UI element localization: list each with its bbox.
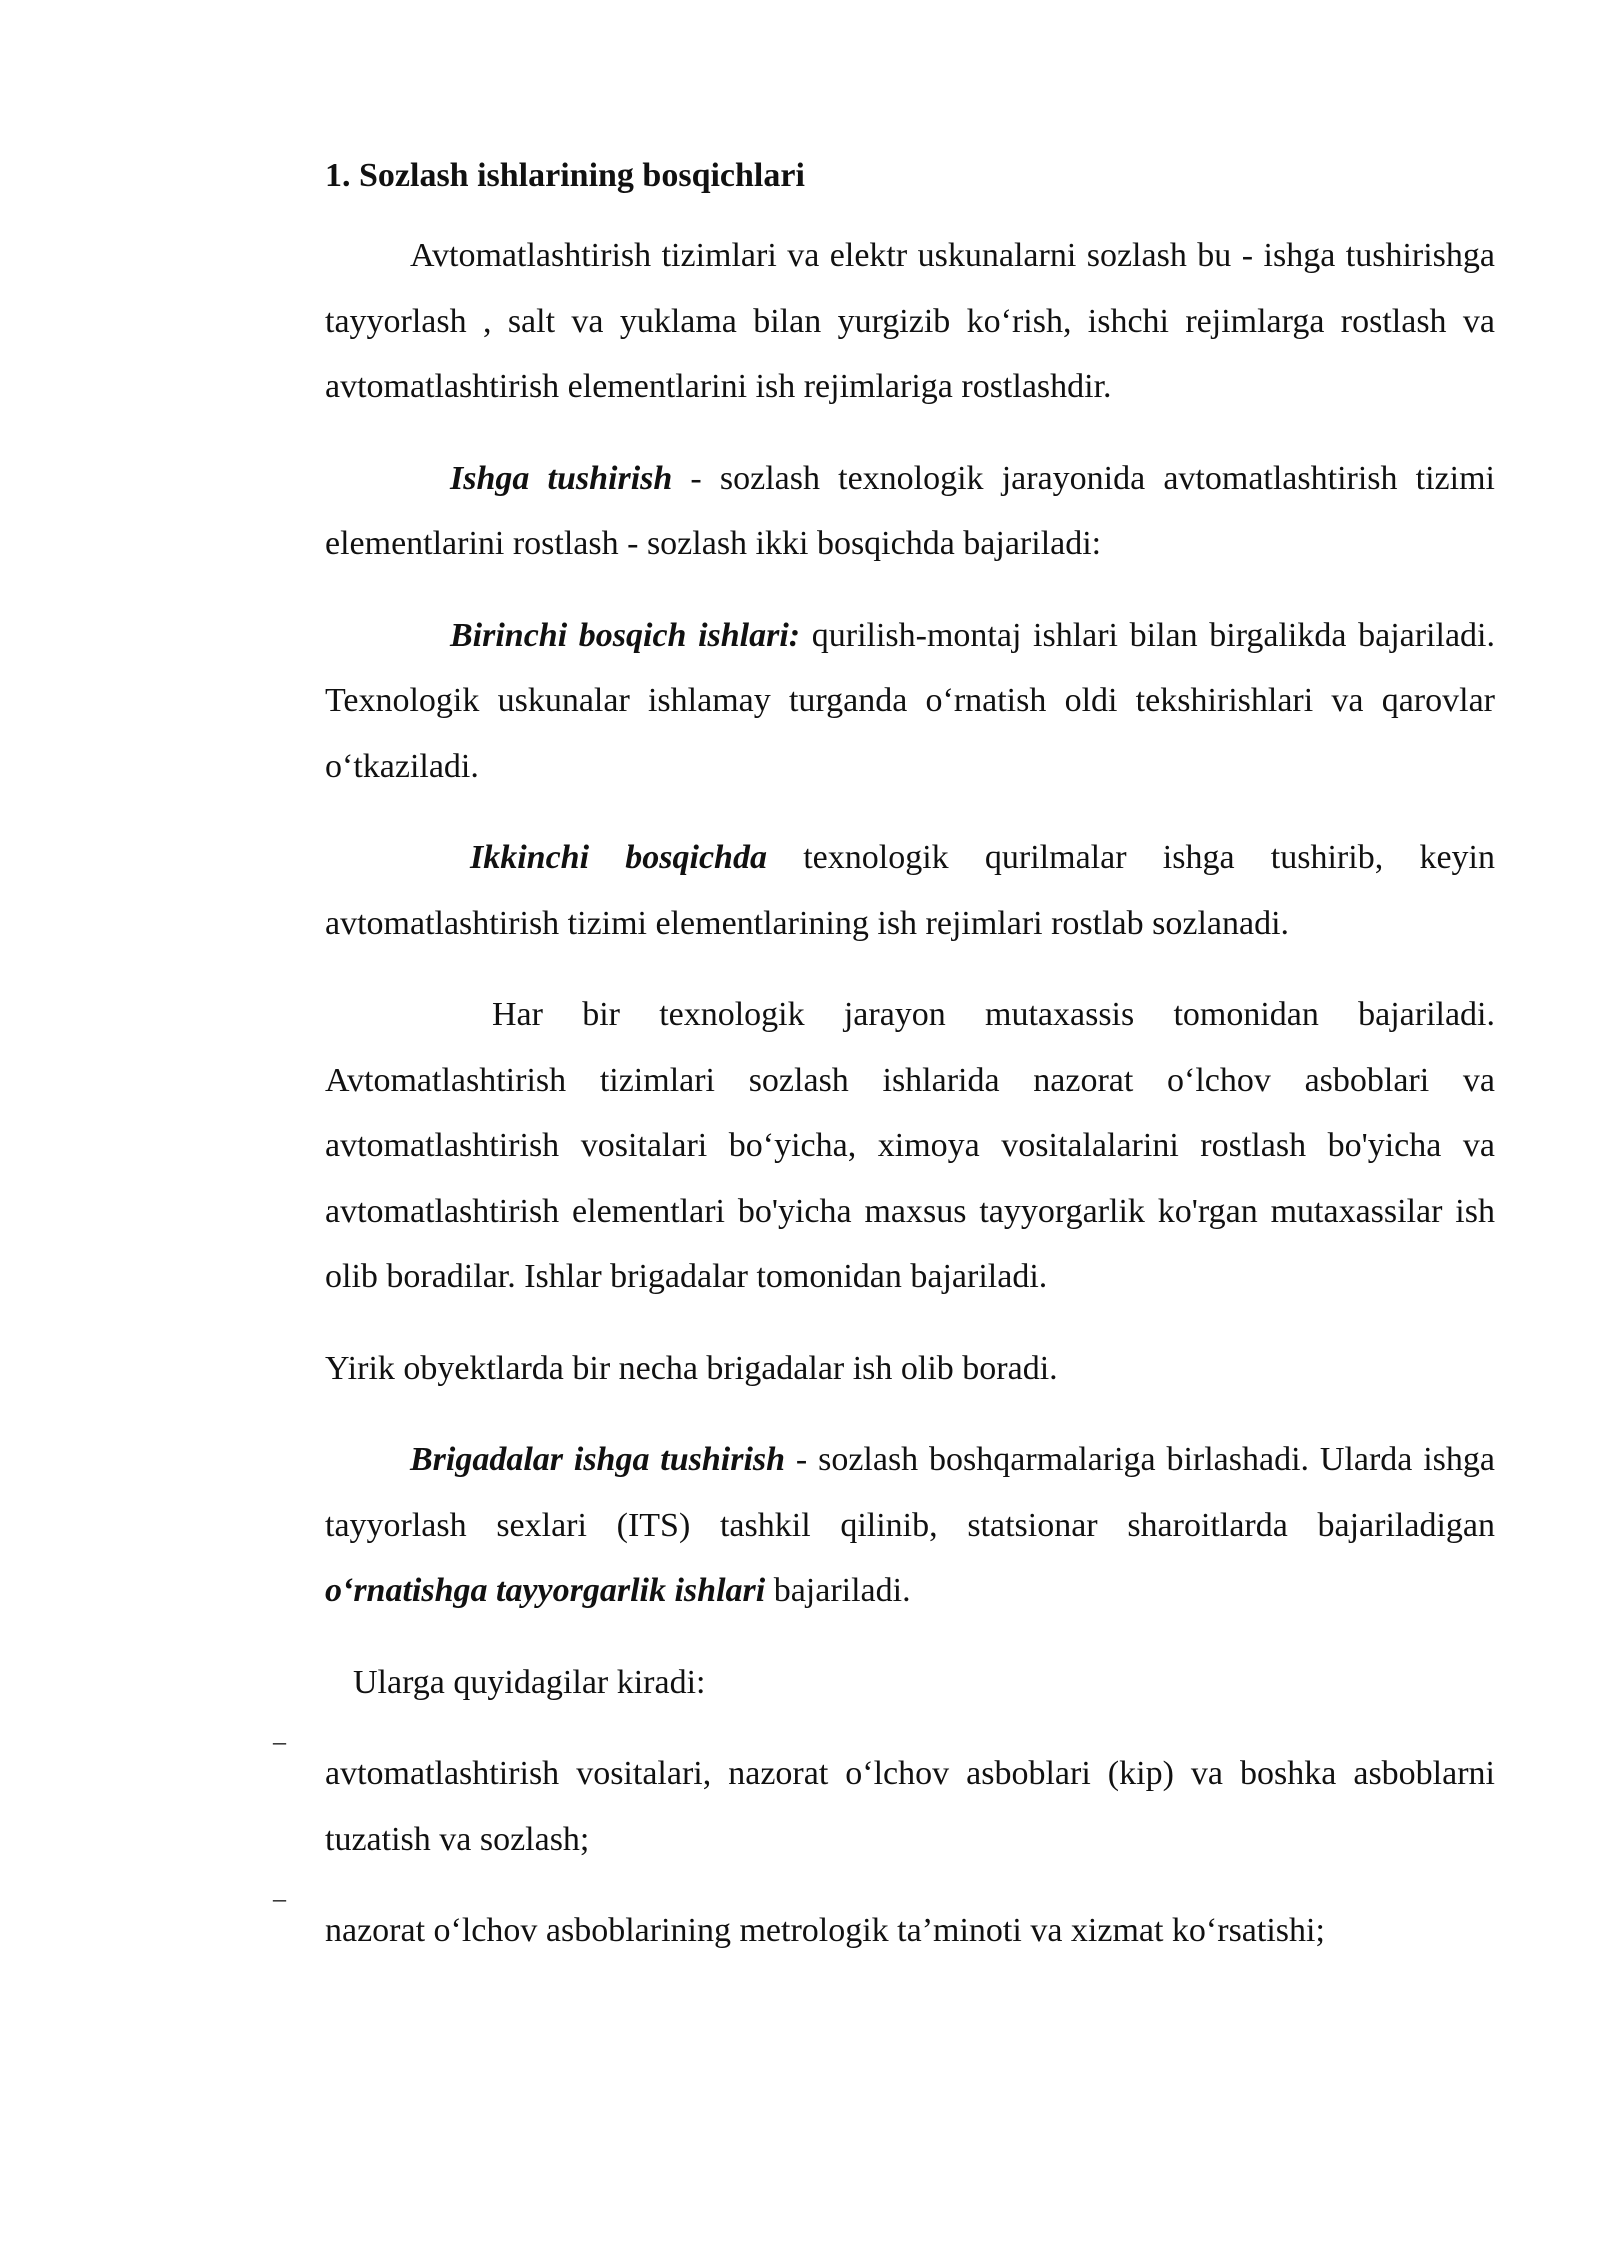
paragraph-brigadalar bbox=[325, 1427, 1495, 1624]
term-brigadalar: Brigadalar ishga tushirish bbox=[410, 1441, 786, 1478]
term-birinchi-bosqich: Birinchi bosqich ishlari: bbox=[450, 616, 801, 654]
list-item bbox=[273, 1727, 1495, 1872]
paragraph-intro: Avtomatlashtirish tizimlari va elektr uskunalarni sozlash bu - ishga tushirishga tayyorlash , salt va yuklama bilan yurgizib ko‘rish, ishchi rejimlarga rostlash va avtomatlashtirish elementlarini ish rejimlariga rostlashdir. bbox=[325, 237, 1495, 405]
paragraph-ikkinchi-bosqich bbox=[325, 825, 1495, 956]
term-ikkinchi-bosqich: Ikkinchi bosqichda bbox=[470, 839, 767, 876]
section-heading: 1. Sozlash ishlarining bosqichlari bbox=[325, 157, 805, 194]
document-body bbox=[273, 152, 1495, 1990]
paragraph-yirik-obyektlar: Yirik obyektlarda bir necha brigadalar ish olib boradi. bbox=[325, 1349, 1058, 1387]
list-item bbox=[273, 1884, 1495, 1964]
dash-bullet: – bbox=[273, 1727, 286, 1756]
term-ishga-tushirish: Ishga tushirish bbox=[450, 459, 673, 497]
paragraph-birinchi-bosqich bbox=[325, 603, 1495, 800]
paragraph-text: texnologik qurilmalar ishga tushirib, keyin avtomatlashtirish tizimi elementlarining ish rejimlari rostlab sozlanadi. bbox=[325, 839, 1495, 942]
paragraph-text: bajariladi. bbox=[765, 1572, 911, 1609]
paragraph-text: - sozlash texnologik jarayonida avtomatlashtirish tizimi elementlarini rostlash - sozlash ikki bosqichda bajariladi: bbox=[325, 459, 1495, 562]
dash-bullet: – bbox=[273, 1884, 286, 1913]
paragraph-text: - sozlash boshqarmalariga birlashadi. Ularda ishga tayyorlash sexlari (ITS) tashkil qilinib, statsionar sharoitlarda bajariladigan bbox=[325, 1441, 1495, 1544]
list-item-text: avtomatlashtirish vositalari, nazorat o‘lchov asboblari (kip) va boshka asboblarni tuzatish va sozlash; bbox=[325, 1755, 1495, 1858]
list-item-text: nazorat o‘lchov asboblarining metrologik ta’minoti va xizmat ko‘rsatishi; bbox=[325, 1912, 1325, 1949]
paragraph-mutaxassis: Har bir texnologik jarayon mutaxassis tomonidan bajariladi. Avtomatlashtirish tizimlari sozlash ishlarida nazorat o‘lchov asboblari va avtomatlashtirish vositalari bo‘yicha, ximoya vositalalarini rostlash bo'yicha va avtomatlashtirish elementlari bo'yicha maxsus tayyorgarlik ko'rgan mutaxassilar ish olib boradilar. Ishlar brigadalar tomonidan bajariladi. bbox=[325, 996, 1495, 1295]
term-ornatishga-tayyorgarlik: o‘rnatishga tayyorgarlik ishlari bbox=[325, 1572, 766, 1609]
paragraph-text: qurilish-montaj ishlari bilan birgalikda bajariladi. Texnologik uskunalar ishlamay turganda o‘rnatish oldi tekshirishlari va qarovlar o‘tkaziladi. bbox=[325, 616, 1495, 785]
paragraph-ishga-tushirish bbox=[325, 446, 1495, 577]
paragraph-ularga: Ularga quyidagilar kiradi: bbox=[353, 1663, 706, 1701]
